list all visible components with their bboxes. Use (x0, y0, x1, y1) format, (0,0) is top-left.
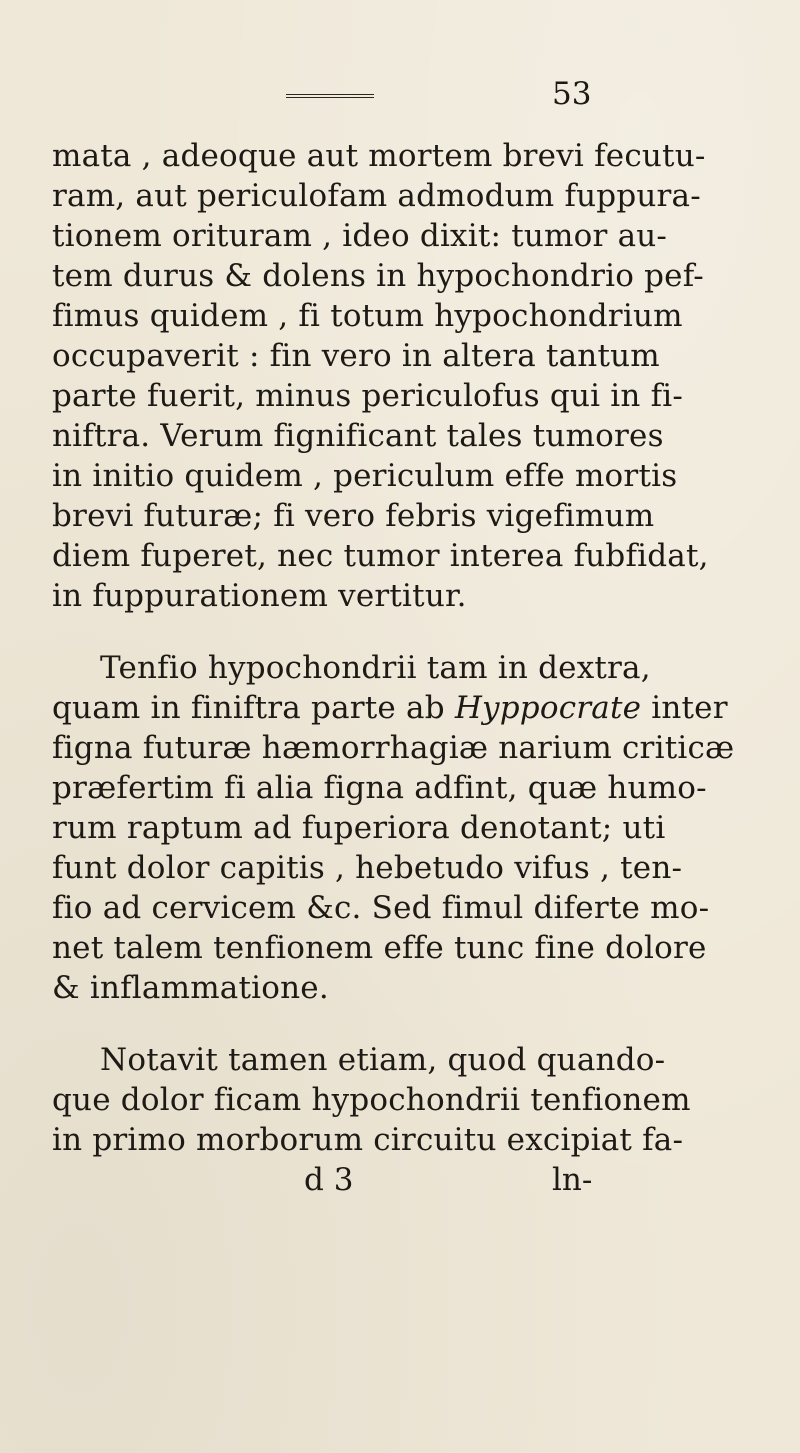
text-line: in fuppurationem vertitur. (52, 578, 467, 614)
paragraph-1 (52, 136, 752, 616)
text-line: funt dolor capitis , hebetudo vifus , ten- (52, 850, 683, 886)
text-line: Notavit tamen etiam, quod quando- (100, 1042, 666, 1078)
text-line: brevi futuræ; fi vero febris vigefimum (52, 498, 655, 534)
signature-mark: d 3 (304, 1162, 354, 1198)
page-number: 53 (552, 76, 592, 112)
text-line: occupaverit : fin vero in altera tantum (52, 338, 660, 374)
text-line: præfertim fi alia figna adfint, quæ humo- (52, 770, 707, 806)
header-rule (286, 94, 374, 98)
body-text (52, 136, 752, 1200)
text-line: niftra. Verum fignificant tales tumores (52, 418, 664, 454)
text-line: net talem tenfionem effe tunc fine dolore (52, 930, 707, 966)
text-line-with-italic (52, 688, 752, 728)
text-line: in primo morborum circuitu excipiat fa- (52, 1122, 684, 1158)
paragraph-gap (52, 616, 752, 648)
catchline (52, 1160, 752, 1200)
text-fragment: quam in finiftra parte ab (52, 690, 455, 726)
text-line: ram, aut periculofam admodum fuppura- (52, 178, 701, 214)
text-line: mata , adeoque aut mortem brevi fecutu- (52, 138, 706, 174)
text-fragment: inter (641, 690, 728, 726)
text-line: fio ad cervicem &c. Sed fimul diferte mo- (52, 890, 710, 926)
catchword: ln- (552, 1162, 593, 1198)
text-line: figna futuræ hæmorrhagiæ narium criticæ (52, 730, 735, 766)
italic-name: Hyppocrate (454, 690, 642, 726)
text-line: diem fuperet, nec tumor interea fubfidat, (52, 538, 709, 574)
text-line: in initio quidem , periculum effe mortis (52, 458, 678, 494)
paragraph-2 (52, 648, 752, 1008)
text-line: parte fuerit, minus periculofus qui in fi- (52, 378, 684, 414)
text-line: tem durus & dolens in hypochondrio pef- (52, 258, 704, 294)
text-line: Tenfio hypochondrii tam in dextra, (100, 650, 651, 686)
paragraph-3 (52, 1040, 752, 1160)
text-line: & inflammatione. (52, 970, 329, 1006)
text-line: fimus quidem , fi totum hypochondrium (52, 298, 683, 334)
text-line: tionem orituram , ideo dixit: tumor au- (52, 218, 668, 254)
text-line: rum raptum ad fuperiora denotant; uti (52, 810, 666, 846)
paragraph-gap (52, 1008, 752, 1040)
text-line: que dolor ficam hypochondrii tenfionem (52, 1082, 691, 1118)
